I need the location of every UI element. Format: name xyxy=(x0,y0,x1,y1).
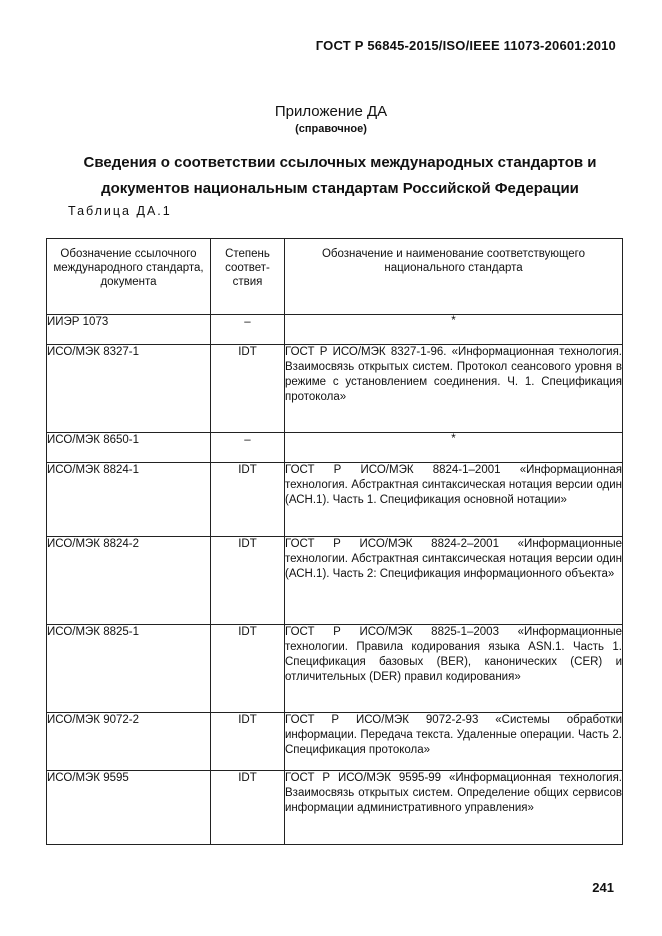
cell-desc: ГОСТ Р ИСО/МЭК 8825-1–2003 «Информационные технологии. Правила кодирования языка ASN.1. Часть 1. Спецификация базовых (BER), канонических (CER) и отличительных (DER) правил кодирования» xyxy=(285,625,623,713)
table-row xyxy=(47,537,623,625)
references-table xyxy=(46,238,623,845)
cell-code: ИСО/МЭК 8825-1 xyxy=(47,625,211,713)
annex-heading-line-2: документов национальным стандартам Российской Федерации xyxy=(101,180,579,197)
table-label: Таблица ДА.1 xyxy=(68,204,172,218)
header-degree: Степень соответ-ствия xyxy=(211,239,285,315)
cell-desc: ГОСТ Р ИСО/МЭК 9595-99 «Информационная технология. Взаимосвязь открытых систем. Определение общих сервисов информации административного управления» xyxy=(285,771,623,845)
annex-subtitle: (справочное) xyxy=(295,123,367,135)
cell-degree: IDT xyxy=(211,537,285,625)
table-row xyxy=(47,713,623,771)
cell-code: ИСО/МЭК 8824-1 xyxy=(47,463,211,537)
table-row xyxy=(47,771,623,845)
cell-degree: – xyxy=(211,315,285,345)
document-code-header: ГОСТ Р 56845-2015/ISO/IEEE 11073-20601:2010 xyxy=(315,38,616,53)
page-number: 241 xyxy=(592,880,614,895)
cell-desc-footnote-mark: * xyxy=(285,315,623,345)
cell-desc: ГОСТ Р ИСО/МЭК 8327-1-96. «Информационная технология. Взаимосвязь открытых систем. Протокол сеансового уровня в режиме с установлением соединения. Ч. 1. Спецификация протокола» xyxy=(285,345,623,433)
table-row xyxy=(47,625,623,713)
cell-code: ИСО/МЭК 9072-2 xyxy=(47,713,211,771)
cell-code: ИСО/МЭК 8650-1 xyxy=(47,433,211,463)
header-national-standard: Обозначение и наименование соответствующего национального стандарта xyxy=(285,239,623,315)
cell-desc: ГОСТ Р ИСО/МЭК 9072-2-93 «Системы обработки информации. Передача текста. Удаленные операции. Часть 2. Спецификация протокола» xyxy=(285,713,623,771)
cell-degree: – xyxy=(211,433,285,463)
table-row xyxy=(47,463,623,537)
cell-code: ИСО/МЭК 8824-2 xyxy=(47,537,211,625)
table-row xyxy=(47,345,623,433)
header-intl-standard: Обозначение ссылочного международного стандарта, документа xyxy=(47,239,211,315)
cell-degree: IDT xyxy=(211,713,285,771)
cell-degree: IDT xyxy=(211,345,285,433)
cell-degree: IDT xyxy=(211,625,285,713)
annex-heading-line-1: Сведения о соответствии ссылочных международных стандартов и xyxy=(83,154,597,171)
cell-desc: ГОСТ Р ИСО/МЭК 8824-1–2001 «Информационная технология. Абстрактная синтаксическая нотация версии один (АСН.1). Часть 1. Спецификация основной нотации» xyxy=(285,463,623,537)
table-row xyxy=(47,315,623,345)
annex-title: Приложение ДА xyxy=(274,103,388,120)
cell-code: ИСО/МЭК 9595 xyxy=(47,771,211,845)
cell-desc-footnote-mark: * xyxy=(285,433,623,463)
cell-degree: IDT xyxy=(211,771,285,845)
table-header-row xyxy=(47,239,623,315)
annex-heading xyxy=(40,150,640,202)
cell-degree: IDT xyxy=(211,463,285,537)
cell-code: ИИЭР 1073 xyxy=(47,315,211,345)
cell-code: ИСО/МЭК 8327-1 xyxy=(47,345,211,433)
cell-desc: ГОСТ Р ИСО/МЭК 8824-2–2001 «Информационные технологии. Абстрактная синтаксическая нотация версии один (АСН.1). Часть 2: Спецификация информационного объекта» xyxy=(285,537,623,625)
table-row xyxy=(47,433,623,463)
